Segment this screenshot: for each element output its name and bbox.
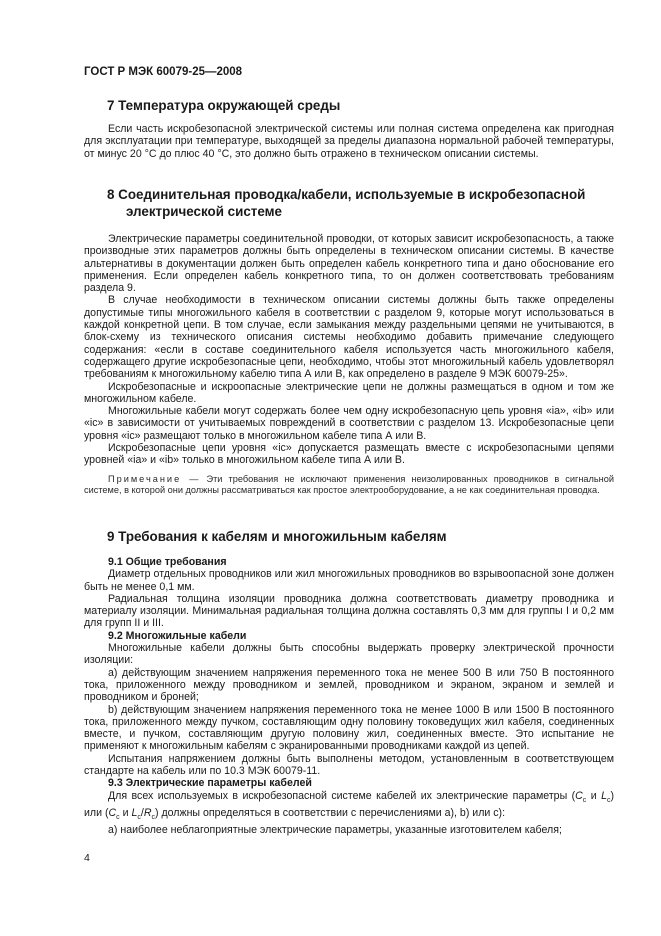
paragraph: Многожильные кабели должны быть способны выдержать проверку электрической прочности изоляции: xyxy=(84,642,614,667)
standard-header: ГОСТ Р МЭК 60079-25—2008 xyxy=(84,66,243,78)
section-8-heading-line1: 8 Соединительная проводка/кабели, используемые в искробезопасной xyxy=(107,187,586,202)
paragraph: Искробезопасные цепи уровня «ic» допускается размещать вместе с искробезопасными цепями уровней «ia» и «ib» только в многожильном кабеле типа А или В. xyxy=(84,442,614,467)
list-item-a: a) действующим значением напряжения переменного тока не менее 500 В или 750 В постоянного тока, приложенного между проводником и землей, проводником и экраном, экраном и землей и проводником и броней; xyxy=(84,666,614,704)
section-7-body xyxy=(84,123,614,160)
section-9-body xyxy=(84,556,614,837)
subsection-9-1-title: 9.1 Общие требования xyxy=(108,556,227,568)
subsection-9-2-title: 9.2 Многожильные кабели xyxy=(108,629,247,642)
section-8-note xyxy=(84,474,614,496)
section-9-heading: 9 Требования к кабелям и многожильным кабелям xyxy=(107,529,447,544)
paragraph-formula: Для всех используемых в искробезопасной системе кабелей их электрические параметры ($C_с$ и $L_с$) или ($C_с$ и $L_с/R_с$) должны определяться в соответствии с перечислениями a), b) или c): xyxy=(84,789,614,822)
list-item-b: b) действующим значением напряжения переменного тока не менее 1000 В или 1500 В постоянного тока, приложенного между пучком, составляющим одну половину токоведущих жил кабеля, соединенных вместе, и пучком, составляющим другую половину жил, соединенных вместе. Это испытание не применяют к многожильным кабелям с экранированными проводниками каждой из цепей. xyxy=(84,703,614,753)
paragraph: Электрические параметры соединительной проводки, от которых зависит искробезопасность, а также производные этих параметров должны быть определены в техническом описании системы. В качестве альтернативы в документации должен быть определен кабель конкретного типа и дано обоснование его применения. Если определен кабель конкретного типа, то он должен соответствовать требованиям раздела 9. xyxy=(84,233,614,295)
note-label: Примечание — xyxy=(108,474,201,484)
subsection-9-3-title: 9.3 Электрические параметры кабелей xyxy=(108,777,312,790)
section-8-heading xyxy=(107,186,607,220)
section-7-heading: 7 Температура окружающей среды xyxy=(107,98,341,113)
paragraph: Искробезопасные и искроопасные электрические цепи не должны размещаться в одном и том же многожильном кабеле. xyxy=(84,380,614,405)
section-8-heading-line2: электрической системе xyxy=(126,204,282,219)
paragraph: В случае необходимости в техническом описании системы должны быть также определены допустимые типы многожильного кабеля в соответствии с разделом 9, которые могут использоваться в каждой конкретной цепи. В том случае, если замыкания между раздельными цепями не учитываются, в блок-схему из технического описания системы необходимо добавить примечание следующего содержания: «если в составе соединительного кабеля используется часть многожильного кабеля, содержащего другие искробезопасные цепи, необходимо, чтобы этот многожильный кабель удовлетворял требованиям к многожильному кабелю типа А или В, как определено в разделе 9 МЭК 60079-25». xyxy=(84,294,614,381)
paragraph: Многожильные кабели могут содержать более чем одну искробезопасную цепь уровня «ia», «ib» или «ic» в зависимости от учитываемых повреждений в соответствии с разделом 13. Искробезопасные цепи уровня «ic» размещают только в многожильном кабеле типа А или В. xyxy=(84,405,614,442)
page-number: 4 xyxy=(84,852,90,864)
note-text: Эти требования не исключают применения неизолированных проводников в сигнальной системе, в которой они должны рассматриваться как простое электрооборудование, а не как соединительная проводка. xyxy=(84,474,614,496)
paragraph: Испытания напряжением должны быть выполнены методом, установленным в соответствующем стандарте на кабель или по 10.3 МЭК 60079-11. xyxy=(84,752,614,778)
paragraph: Диаметр отдельных проводников или жил многожильных проводников во взрывоопасной зоне должен быть не менее 0,1 мм. xyxy=(84,568,614,593)
list-item-a: a) наиболее неблагоприятные электрические параметры, указанные изготовителем кабеля; xyxy=(108,824,562,837)
section-8-body xyxy=(84,233,614,467)
paragraph: Если часть искробезопасной электрической системы или полная система определена как пригодная для эксплуатации при температуре, выходящей за пределы диапазона нормальной рабочей температуры, от минус 20 °С до плюс 40 °С, это должно быть отражено в техническом описании системы. xyxy=(84,123,614,160)
paragraph: Радиальная толщина изоляции проводника должна соответствовать диаметру проводника и материалу изоляции. Минимальная радиальная толщина должна составлять 0,3 мм для группы I и 0,2 мм для групп II и III. xyxy=(84,592,614,630)
